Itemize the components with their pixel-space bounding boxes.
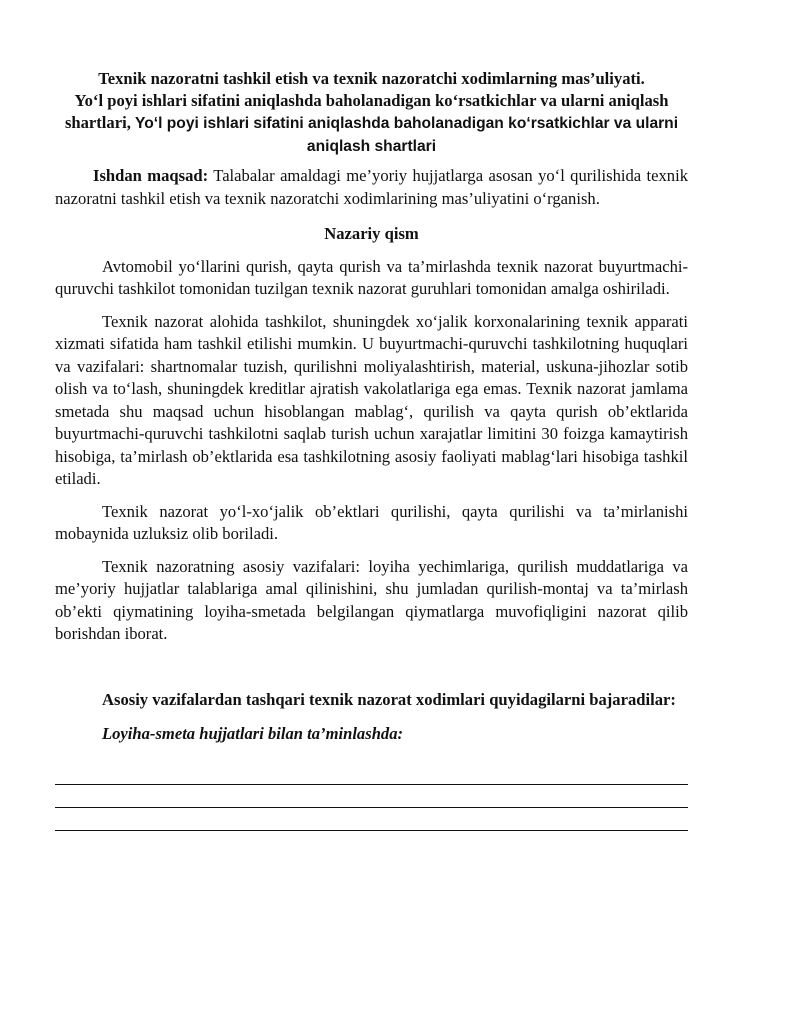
aim-label: Ishdan maqsad: (93, 166, 209, 185)
title-part-2: Yo‘l poyi ishlari sifatini aniqlashda baholanadigan ko‘rsatkichlar va ularni aniqlash shartlari, (64, 91, 669, 132)
document-title (55, 68, 688, 158)
answer-line[interactable] (55, 785, 688, 808)
paragraph-3: Texnik nazorat yo‘l-xo‘jalik ob’ektlari qurilishi, qayta qurilishi va ta’mirlanishi mobaynida uzluksiz olib boriladi. (55, 501, 688, 543)
paragraph-2: Texnik nazorat alohida tashkilot, shuningdek xo‘jalik korxonalarining texnik apparati xizmati sifatida ham tashkil etilishi mumkin. U buyurtmachi-quruvchi tashkilotning huquqlari va vazifalari: shartnomalar tuzish, qurilishni moliyalashtirish, material, uskuna-jihozlar sotib olish va to‘lash, shuningdek kreditlar ajratish vakolatlariga ega emas. Texnik nazorat jamlama smetada shu maqsad uchun hisoblangan mablag‘, qurilish va qayta qurish ob’ektlarida buyurtmachi-quruvchi tashkilotni saqlab turish uchun xarajatlar limitini 30 foizga kamaytirish hisobiga, ta’mirlash ob’ektlarida esa tashkilotning asosiy faoliyati mablag‘lari hisobiga tashkil etiladi. (55, 311, 688, 488)
section-heading: Nazariy qism (324, 224, 419, 243)
answer-line[interactable] (55, 808, 688, 831)
subheading: Loyiha-smeta hujjatlari bilan ta’minlashda: (102, 724, 404, 743)
answer-lines (55, 762, 688, 831)
title-part-1: Texnik nazoratni tashkil etish va texnik nazoratchi xodimlarning mas’uliyati. (98, 69, 645, 88)
aim-text: Talabalar amaldagi me’yoriy hujjatlarga asosan yo‘l qurilishida texnik nazoratni tashkil etish va texnik nazoratchi xodimlarining mas’uliyatini o‘rganish. (55, 166, 689, 208)
aim-paragraph (55, 165, 688, 210)
title-part-3: Yoʻl poyi ishlari sifatini aniqlashda baholanadigan koʻrsatkichlar va ularni aniqlash shartlari (135, 115, 679, 155)
paragraph-1: Avtomobil yo‘llarini qurish, qayta qurish va ta’mirlashda texnik nazorat buyurtmachi-quruvchi tashkilot tomonidan tuzilgan texnik nazorat guruhlari tomonidan amalga oshiriladi. (55, 256, 688, 298)
answer-line[interactable] (55, 762, 688, 785)
task-heading: Asosiy vazifalardan tashqari texnik nazorat xodimlari quyidagilarni bajaradilar: (102, 689, 676, 709)
paragraph-4: Texnik nazoratning asosiy vazifalari: loyiha yechimlariga, qurilish muddatlariga va me’yoriy hujjatlar talablariga amal qilinishini, shu jumladan qurilish-montaj va ta’mirlash ob’ekti qiymatining loyiha-smetada belgilangan qiymatlarga muvofiqligini nazorat qilib borishdan iborat. (55, 556, 688, 643)
document-page (55, 68, 688, 831)
